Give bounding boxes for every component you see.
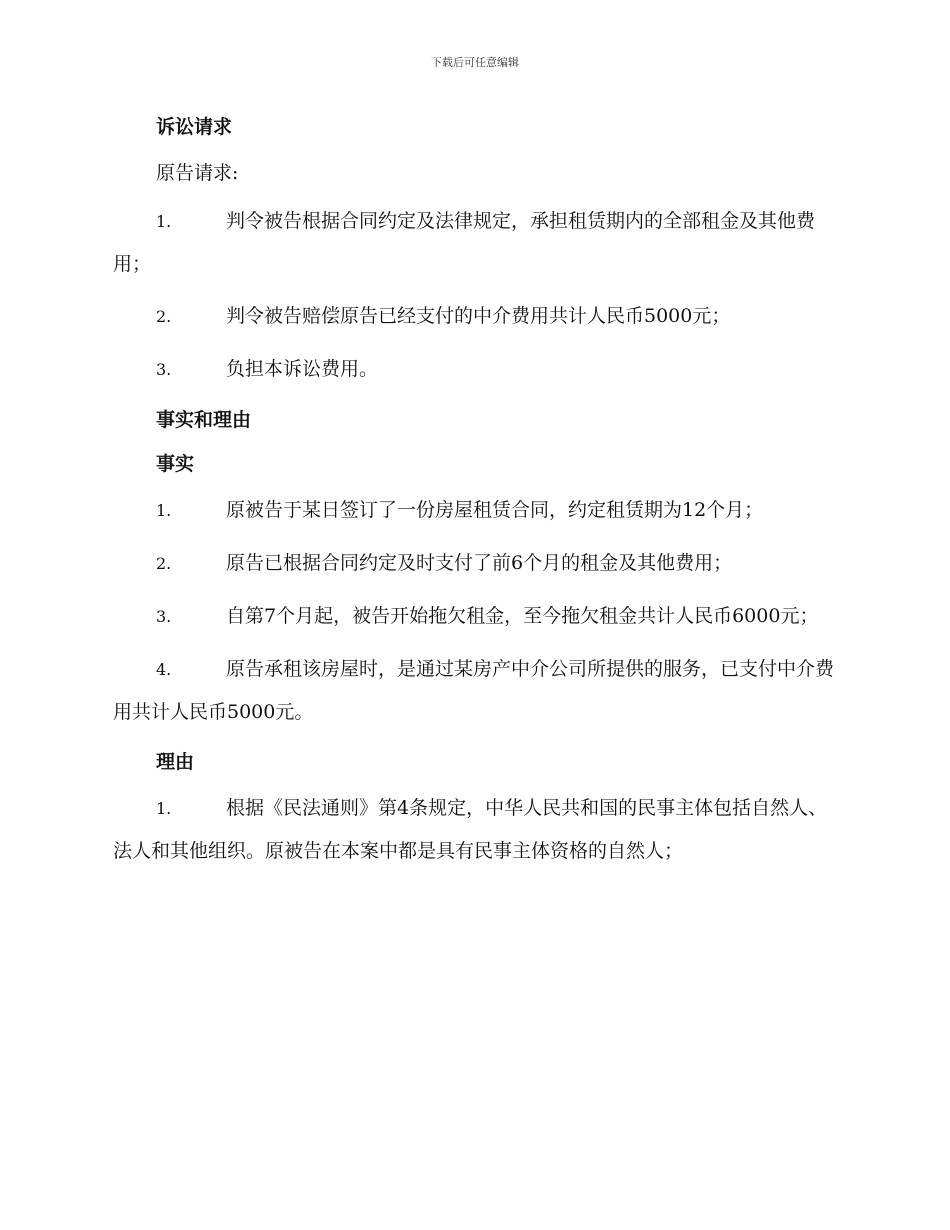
claim-item-text: 判令被告赔偿原告已经支付的中介费用共计人民币5000元； (226, 305, 731, 327)
page-header-watermark: 下载后可任意编辑 (431, 56, 519, 69)
section-heading-reasons: 理由 (156, 751, 195, 773)
document-body (113, 108, 835, 872)
reason-item-number: 1. (156, 799, 172, 818)
claim-item-number: 2. (156, 307, 172, 326)
fact-item-number: 1. (156, 501, 172, 520)
fact-item (113, 489, 835, 532)
fact-item-number: 4. (156, 660, 172, 679)
fact-item-text: 原告承租该房屋时，是通过某房产中介公司所提供的服务，已支付中介费用共计人民币5000元。 (113, 658, 835, 723)
fact-item-text: 原被告于某日签订了一份房屋租赁合同，约定租赁期为12个月； (226, 499, 764, 521)
fact-item-number: 3. (156, 607, 172, 626)
claim-item-text: 负担本诉讼费用。 (226, 358, 379, 380)
fact-item (113, 648, 835, 733)
claim-item-number: 1. (156, 212, 172, 231)
claim-item (113, 200, 835, 285)
claim-item-text: 判令被告根据合同约定及法律规定，承担租赁期内的全部租金及其他费用； (113, 210, 816, 275)
section-heading-claims: 诉讼请求 (156, 116, 233, 138)
claims-intro: 原告请求: (156, 162, 239, 184)
fact-item-text: 自第7个月起，被告开始拖欠租金，至今拖欠租金共计人民币6000元； (226, 605, 819, 627)
claim-item (113, 348, 835, 391)
reason-item-text: 根据《民法通则》第4条规定，中华人民共和国的民事主体包括自然人、法人和其他组织。原被告在本案中都是具有民事主体资格的自然人； (113, 797, 828, 862)
fact-item (113, 542, 835, 585)
claim-item (113, 295, 835, 338)
fact-item-text: 原告已根据合同约定及时支付了前6个月的租金及其他费用； (226, 552, 733, 574)
claim-item-number: 3. (156, 360, 172, 379)
reason-item (113, 787, 835, 872)
fact-item (113, 595, 835, 638)
section-heading-facts-reasons: 事实和理由 (156, 409, 252, 431)
section-heading-facts: 事实 (156, 453, 195, 475)
fact-item-number: 2. (156, 554, 172, 573)
